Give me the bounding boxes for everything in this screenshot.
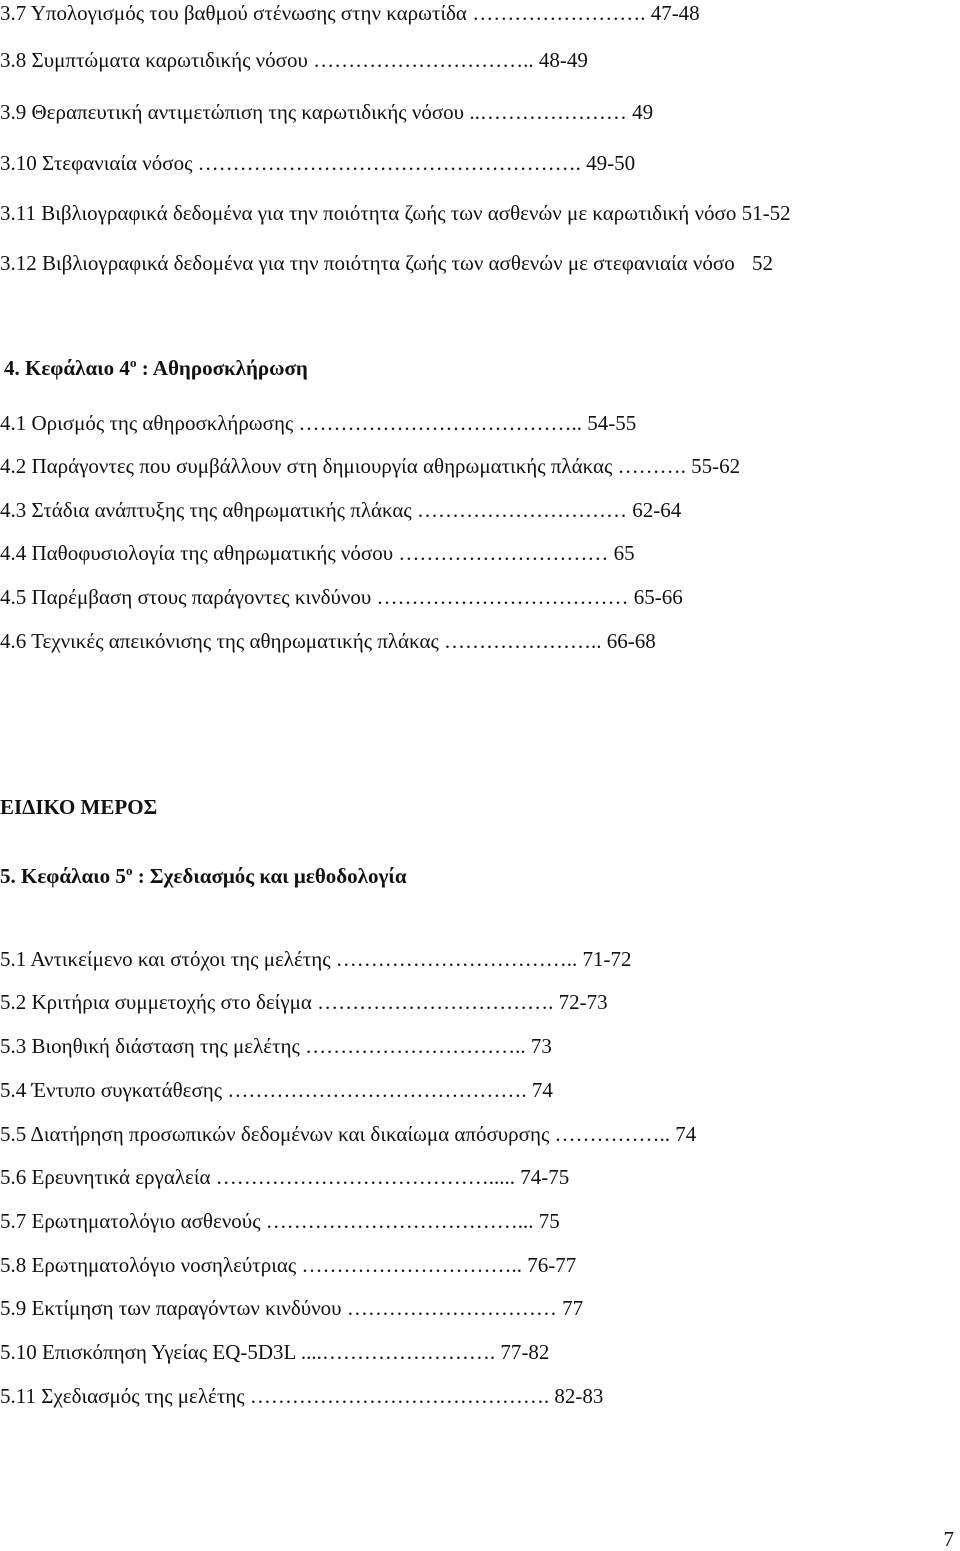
entry-pages: 65-66 — [633, 585, 683, 609]
chapter-5-heading-prefix: 5. Κεφάλαιο 5 — [0, 864, 126, 888]
entry-pages: 72-73 — [558, 990, 608, 1014]
chapter-4-heading-suffix: : Αθηροσκλήρωση — [136, 356, 308, 380]
entry-number: 5.1 — [0, 947, 27, 971]
entry-pages: 71-72 — [582, 947, 632, 971]
toc-entry-4-4 — [0, 540, 635, 566]
entry-title: Ορισμός της αθηροσκλήρωσης — [31, 411, 294, 435]
entry-title: Κριτήρια συμμετοχής στο δείγμα — [31, 990, 312, 1014]
toc-entry-3-12 — [0, 250, 773, 276]
entry-number: 4.3 — [0, 498, 27, 522]
entry-number: 3.11 — [0, 201, 36, 225]
chapter-5-heading-suffix: : Σχεδιασμός και μεθοδολογία — [132, 864, 407, 888]
toc-entry-5-3 — [0, 1033, 552, 1059]
entry-title: Βιβλιογραφικά δεδομένα για την ποιότητα ζωής των ασθενών με στεφανιαία νόσο — [42, 251, 735, 275]
entry-leader: …………….. — [554, 1122, 671, 1146]
toc-entry-4-5 — [0, 584, 683, 610]
entry-number: 4.2 — [0, 454, 27, 478]
chapter-5-heading-sup: ο — [125, 863, 133, 878]
entry-pages: 65 — [613, 541, 635, 565]
entry-leader: ……………………. — [472, 1, 646, 25]
entry-title: Σχεδιασμός της μελέτης — [41, 1384, 245, 1408]
entry-number: 5.2 — [0, 990, 27, 1014]
entry-number: 5.3 — [0, 1034, 27, 1058]
toc-entry-3-8 — [0, 47, 588, 73]
entry-leader: …………………………………..... — [215, 1165, 515, 1189]
entry-title: Εκτίμηση των παραγόντων κινδύνου — [31, 1296, 342, 1320]
entry-pages: 51-52 — [741, 201, 791, 225]
entry-title: Παθοφυσιολογία της αθηρωματικής νόσου — [31, 541, 394, 565]
entry-pages: 74 — [531, 1078, 553, 1102]
entry-pages: 52 — [751, 251, 773, 275]
entry-number: 3.12 — [0, 251, 37, 275]
entry-leader: ………………………… — [417, 498, 627, 522]
entry-leader: ………………….. — [444, 629, 602, 653]
entry-number: 3.10 — [0, 151, 37, 175]
chapter-4-heading-prefix: 4. Κεφάλαιο 4 — [4, 356, 130, 380]
toc-entry-3-11 — [0, 200, 791, 226]
entry-title: Έντυπο συγκατάθεσης — [31, 1078, 223, 1102]
entry-leader: ....……………………. — [300, 1340, 496, 1364]
entry-pages: 55-62 — [691, 454, 741, 478]
entry-title: Θεραπευτική αντιμετώπιση της καρωτιδικής νόσου — [31, 100, 465, 124]
entry-number: 5.9 — [0, 1296, 27, 1320]
entry-number: 3.9 — [0, 100, 27, 124]
entry-leader: ……………………………………. — [227, 1078, 527, 1102]
entry-leader: ………. — [617, 454, 686, 478]
entry-number: 5.7 — [0, 1209, 27, 1233]
entry-number: 3.8 — [0, 48, 27, 72]
special-part-heading: ΕΙΔΙΚΟ ΜΕΡΟΣ — [0, 795, 158, 819]
entry-pages: 77 — [562, 1296, 584, 1320]
entry-title: Τεχνικές απεικόνισης της αθηρωματικής πλάκας — [31, 629, 439, 653]
toc-entry-3-7 — [0, 0, 700, 26]
entry-leader: ………………………….. — [305, 1034, 526, 1058]
entry-leader: ………………………….. — [313, 48, 534, 72]
entry-pages: 82-83 — [554, 1384, 604, 1408]
entry-number: 4.5 — [0, 585, 27, 609]
entry-pages: 49-50 — [586, 151, 636, 175]
entry-title: Βιοηθική διάσταση της μελέτης — [31, 1034, 300, 1058]
chapter-4-heading — [4, 350, 308, 381]
entry-number: 4.1 — [0, 411, 27, 435]
entry-title: Συμπτώματα καρωτιδικής νόσου — [31, 48, 308, 72]
toc-entry-5-5 — [0, 1121, 696, 1147]
entry-number: 5.8 — [0, 1253, 27, 1277]
entry-number: 4.4 — [0, 541, 27, 565]
entry-number: 5.10 — [0, 1340, 37, 1364]
entry-pages: 73 — [530, 1034, 552, 1058]
entry-leader: ..………………… — [469, 100, 627, 124]
toc-entry-5-1 — [0, 946, 632, 972]
toc-entry-5-10 — [0, 1339, 549, 1365]
entry-pages: 48-49 — [538, 48, 588, 72]
entry-title: Στεφανιαία νόσος — [42, 151, 193, 175]
entry-pages: 54-55 — [587, 411, 637, 435]
entry-title: Παράγοντες που συμβάλλουν στη δημιουργία αθηρωματικής πλάκας — [31, 454, 613, 478]
toc-entry-5-7 — [0, 1208, 560, 1234]
entry-pages: 47-48 — [650, 1, 700, 25]
chapter-4-heading-sup: ο — [129, 355, 137, 370]
toc-entry-3-9 — [0, 99, 653, 125]
entry-leader: ………………………………….. — [298, 411, 583, 435]
entry-title: Ερωτηματολόγιο ασθενούς — [31, 1209, 261, 1233]
toc-entry-4-1 — [0, 410, 636, 436]
toc-entry-5-8 — [0, 1252, 576, 1278]
entry-title: Ερωτηματολόγιο νοσηλεύτριας — [31, 1253, 297, 1277]
entry-number: 5.5 — [0, 1122, 27, 1146]
toc-entry-4-3 — [0, 497, 681, 523]
entry-pages: 62-64 — [632, 498, 682, 522]
entry-title: Επισκόπηση Υγείας EQ-5D3L — [42, 1340, 296, 1364]
chapter-5-heading — [0, 858, 407, 889]
toc-entry-3-10 — [0, 150, 635, 176]
entry-leader: ……………………………………. — [249, 1384, 550, 1408]
entry-leader: ………………………………………………. — [197, 151, 581, 175]
toc-entry-4-6 — [0, 628, 656, 654]
entry-leader: ………………………… — [346, 1296, 557, 1320]
toc-entry-5-6 — [0, 1164, 569, 1190]
entry-number: 5.11 — [0, 1384, 36, 1408]
entry-leader: …………………………….. — [335, 947, 578, 971]
entry-title: Παρέμβαση στους παράγοντες κινδύνου — [31, 585, 372, 609]
page-number: 7 — [943, 1527, 954, 1551]
entry-title: Διατήρηση προσωπικών δεδομένων και δικαίωμα απόσυρσης — [30, 1122, 550, 1146]
entry-number: 5.4 — [0, 1078, 27, 1102]
entry-pages: 74 — [675, 1122, 697, 1146]
entry-leader: ………………………… — [398, 541, 609, 565]
entry-title: Αντικείμενο και στόχοι της μελέτης — [30, 947, 331, 971]
entry-title: Ερευνητικά εργαλεία — [31, 1165, 211, 1189]
toc-entry-5-2 — [0, 989, 608, 1015]
entry-title: Βιβλιογραφικά δεδομένα για την ποιότητα ζωής των ασθενών με καρωτιδική νόσο — [41, 201, 737, 225]
entry-pages: 75 — [538, 1209, 560, 1233]
entry-leader: ……………………………. — [317, 990, 554, 1014]
toc-entry-4-2 — [0, 453, 740, 479]
entry-pages: 74-75 — [520, 1165, 570, 1189]
entry-title: Υπολογισμός του βαθμού στένωσης στην καρωτίδα — [30, 1, 467, 25]
entry-leader: ………………………………... — [265, 1209, 534, 1233]
entry-pages: 76-77 — [527, 1253, 577, 1277]
toc-entry-5-11 — [0, 1383, 603, 1409]
entry-number: 3.7 — [0, 1, 27, 25]
entry-leader: ………………………….. — [301, 1253, 522, 1277]
entry-pages: 66-68 — [606, 629, 656, 653]
entry-number: 4.6 — [0, 629, 27, 653]
entry-number: 5.6 — [0, 1165, 27, 1189]
entry-leader: ……………………………… — [376, 585, 629, 609]
entry-title: Στάδια ανάπτυξης της αθηρωματικής πλάκας — [31, 498, 412, 522]
toc-entry-5-4 — [0, 1077, 553, 1103]
entry-pages: 77-82 — [500, 1340, 550, 1364]
entry-pages: 49 — [632, 100, 654, 124]
toc-entry-5-9 — [0, 1295, 583, 1321]
